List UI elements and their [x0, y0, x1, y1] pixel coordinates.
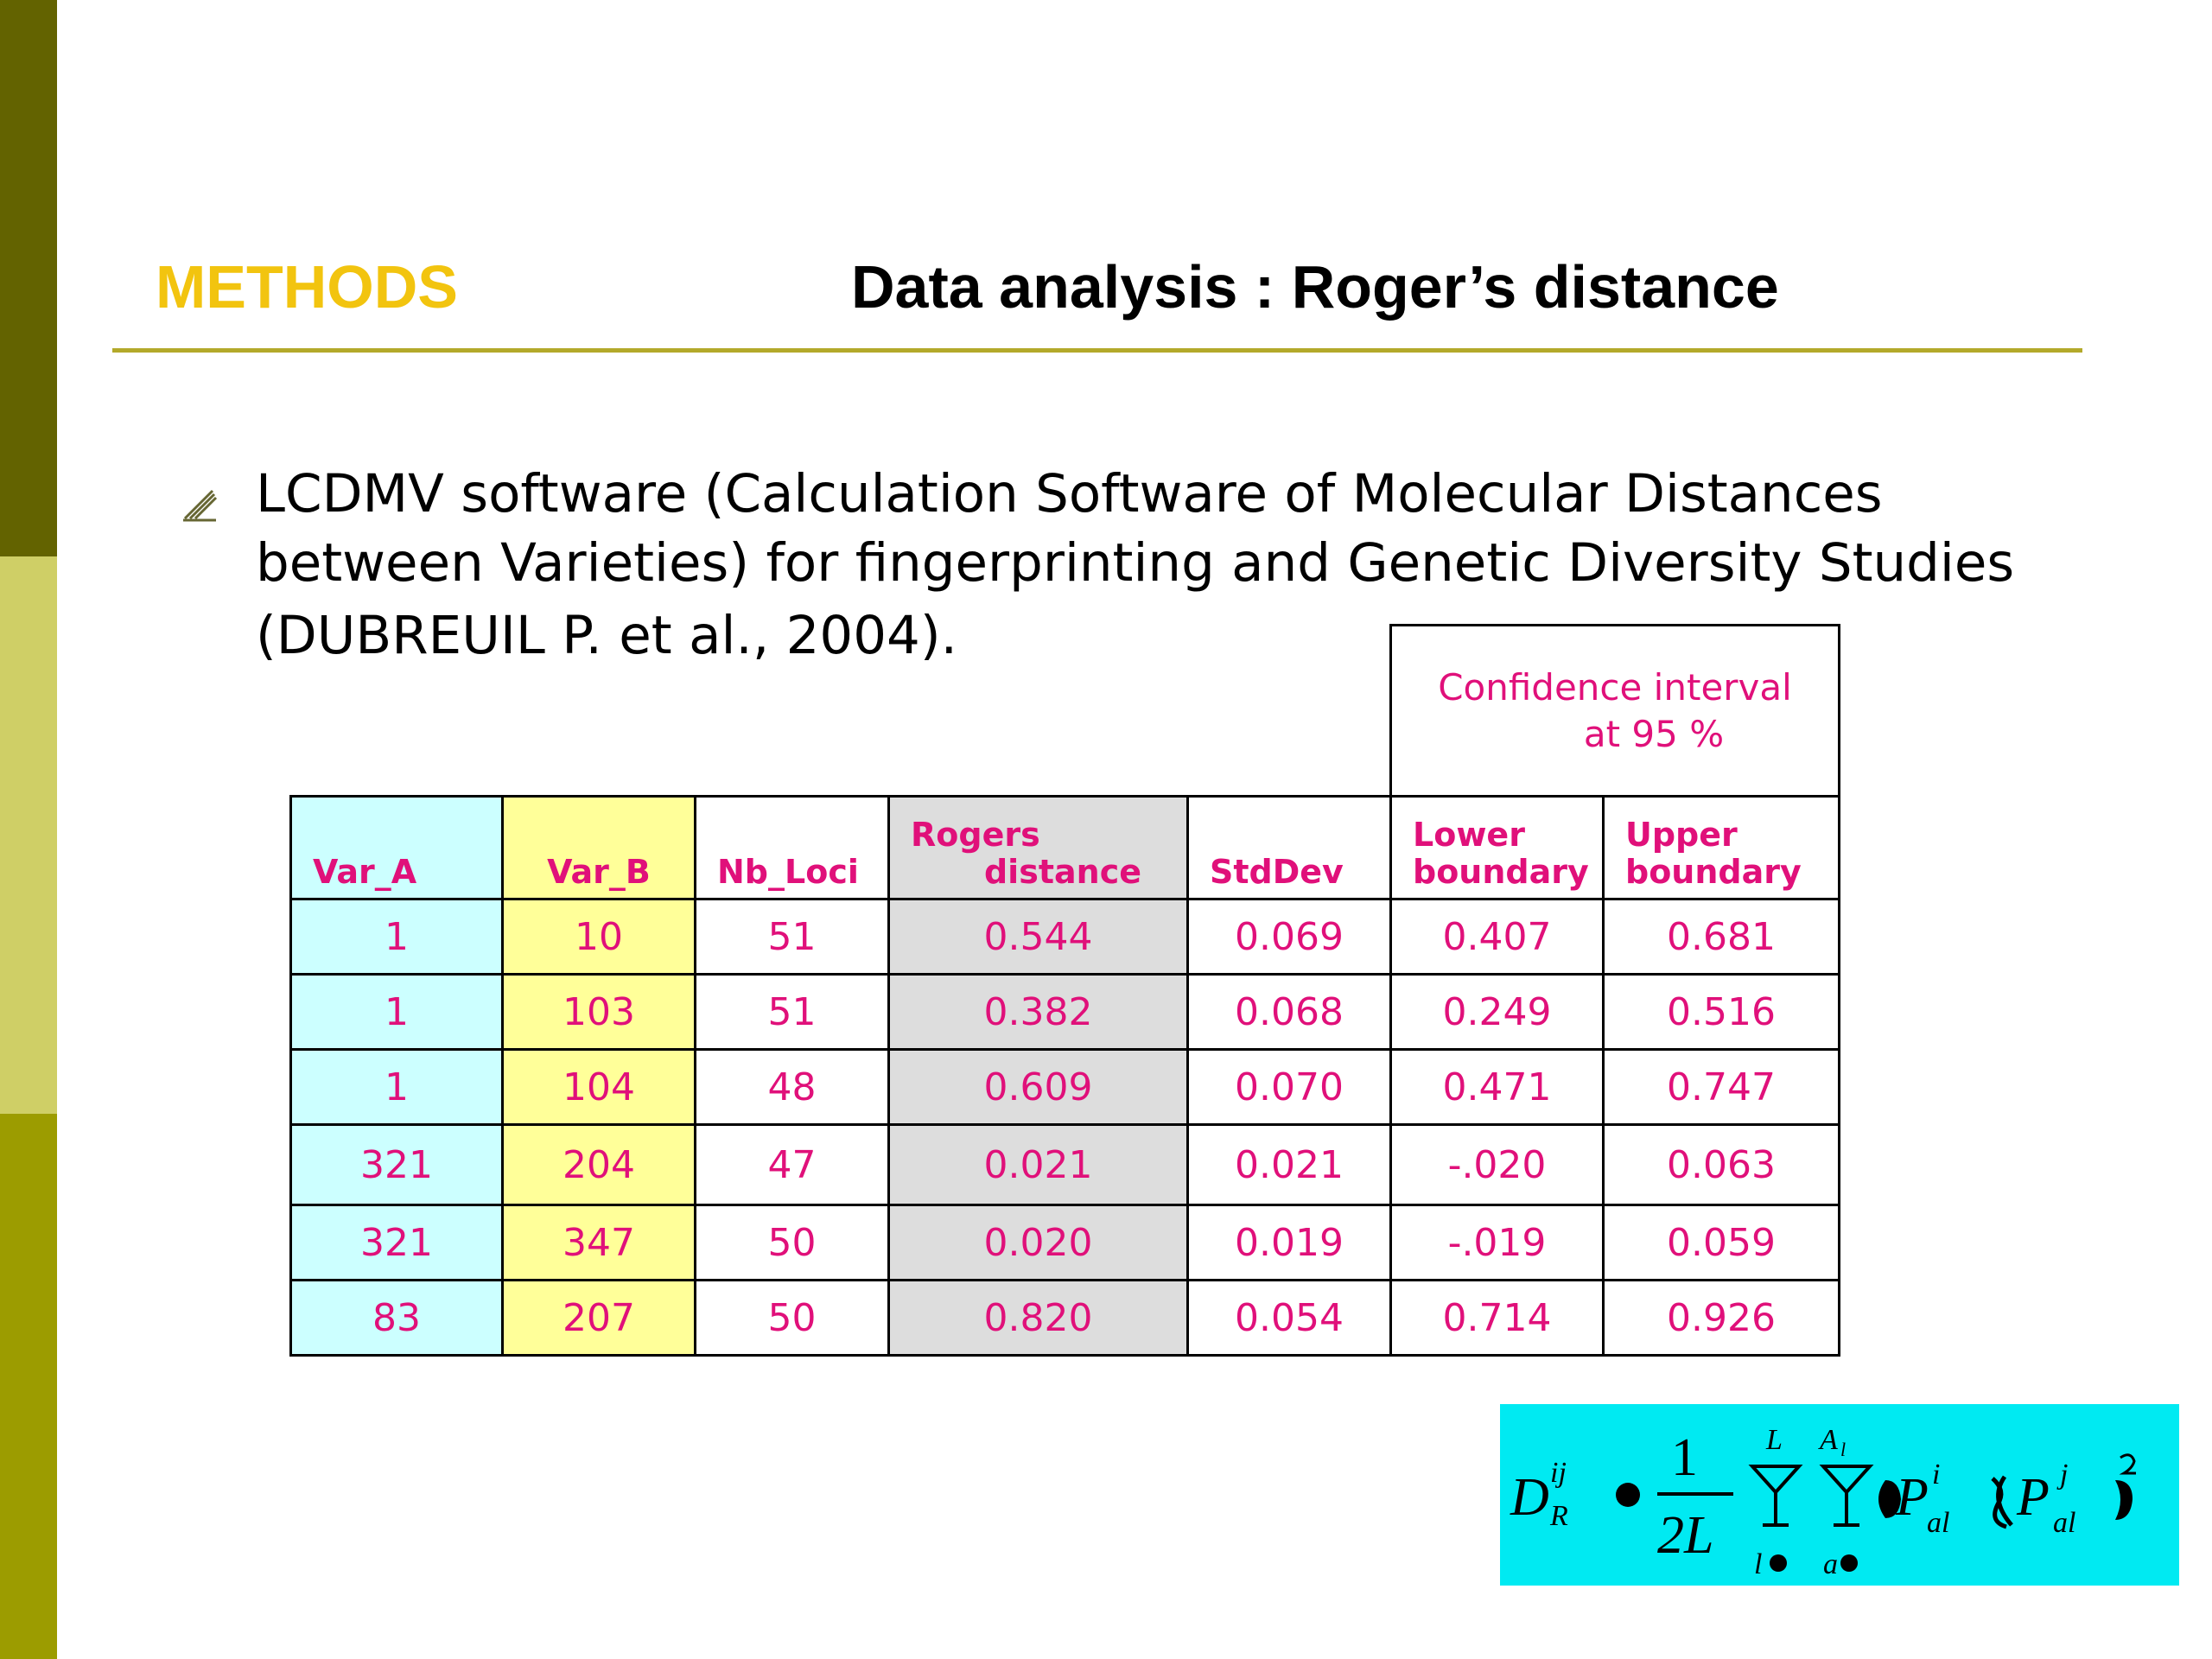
formula-sup-i: i	[1932, 1459, 1941, 1491]
side-band-middle	[0, 556, 57, 1114]
side-band-top	[0, 0, 57, 556]
formula-sup-ij: ij	[1550, 1457, 1567, 1489]
sum-lower-blob-icon	[1840, 1554, 1858, 1572]
title-divider	[112, 348, 2082, 353]
sum-lower-blob-icon	[1770, 1554, 1787, 1572]
cell-rogers-distance: 0.020	[889, 1205, 1188, 1281]
fraction-bar	[1657, 1492, 1733, 1496]
cell-var-a: 1	[291, 975, 503, 1050]
right-paren-blob-icon	[2115, 1480, 2133, 1520]
formula-graphic	[1500, 1404, 2179, 1586]
cell-rogers-distance: 0.021	[889, 1125, 1188, 1205]
slide-title: Data analysis : Roger’s distance	[851, 253, 1779, 321]
col-header-var-a: Var_A	[291, 797, 503, 899]
upper-header-line-2: boundary	[1625, 853, 1802, 891]
table-row	[291, 1125, 1840, 1205]
cell-var-b: 347	[503, 1205, 696, 1281]
section-label: METHODS	[156, 253, 458, 321]
rogers-header-line-1: Rogers	[911, 816, 1040, 854]
bullet-line-3: (DUBREUIL P. et al., 2004).	[256, 605, 958, 666]
cell-stddev: 0.019	[1188, 1205, 1391, 1281]
cell-stddev: 0.069	[1188, 899, 1391, 975]
sum-upper-a-sub: l	[1840, 1439, 1847, 1460]
cell-nb-loci: 51	[696, 899, 889, 975]
rogers-distance-formula	[1500, 1404, 2179, 1586]
cell-upper-boundary: 0.059	[1604, 1205, 1840, 1281]
formula-denominator: 2L	[1657, 1506, 1714, 1565]
col-header-stddev: StdDev	[1188, 797, 1391, 899]
lower-header-line-1: Lower	[1413, 816, 1525, 854]
sum-l-icon	[1752, 1466, 1799, 1525]
cell-lower-boundary: 0.714	[1391, 1281, 1604, 1356]
cell-upper-boundary: 0.681	[1604, 899, 1840, 975]
table-row	[291, 1281, 1840, 1356]
cell-var-a: 83	[291, 1281, 503, 1356]
ci-line-2: at 95 %	[1583, 712, 1725, 755]
cell-lower-boundary: -.020	[1391, 1125, 1604, 1205]
bullet-line-2: between Varieties) for fingerprinting and Genetic Diversity Studies	[256, 532, 2015, 594]
formula-sub-r: R	[1550, 1500, 1568, 1532]
cell-nb-loci: 50	[696, 1205, 889, 1281]
cell-upper-boundary: 0.063	[1604, 1125, 1840, 1205]
table-row	[291, 1050, 1840, 1125]
cell-upper-boundary: 0.516	[1604, 975, 1840, 1050]
lower-header-line-2: boundary	[1413, 853, 1589, 891]
side-band-bottom	[0, 1114, 57, 1659]
bullet-line-1: LCDMV software (Calculation Software of Molecular Distances	[256, 463, 1883, 524]
cell-nb-loci: 47	[696, 1125, 889, 1205]
equals-blob-icon	[1616, 1483, 1640, 1507]
sum-lower-a: a	[1823, 1548, 1838, 1580]
sum-upper-l: L	[1766, 1424, 1783, 1456]
formula-p-j: P	[2017, 1468, 2050, 1527]
cell-var-b: 104	[503, 1050, 696, 1125]
col-header-nb-loci: Nb_Loci	[696, 797, 889, 899]
cell-lower-boundary: 0.471	[1391, 1050, 1604, 1125]
table-row	[291, 975, 1840, 1050]
cell-stddev: 0.070	[1188, 1050, 1391, 1125]
cell-rogers-distance: 0.609	[889, 1050, 1188, 1125]
cell-var-a: 321	[291, 1125, 503, 1205]
formula-d: D	[1510, 1468, 1549, 1527]
rogers-distance-table	[289, 624, 1840, 1357]
ci-line-1: Confidence interval	[1438, 665, 1792, 709]
sum-a-icon	[1823, 1466, 1870, 1525]
exponent-two-icon	[2120, 1455, 2136, 1473]
cell-upper-boundary: 0.747	[1604, 1050, 1840, 1125]
col-header-var-b: Var_B	[503, 797, 696, 899]
cell-lower-boundary: 0.407	[1391, 899, 1604, 975]
formula-sub-al-i: al	[1927, 1507, 1950, 1539]
cell-var-b: 207	[503, 1281, 696, 1356]
col-header-upper-boundary	[1604, 797, 1840, 899]
formula-numerator: 1	[1671, 1428, 1698, 1487]
cell-var-b: 103	[503, 975, 696, 1050]
cell-rogers-distance: 0.544	[889, 899, 1188, 975]
sum-upper-a: A	[1820, 1424, 1838, 1456]
cell-var-a: 1	[291, 899, 503, 975]
cell-var-b: 10	[503, 899, 696, 975]
cell-lower-boundary: 0.249	[1391, 975, 1604, 1050]
minus-glyph-icon	[1993, 1477, 2012, 1527]
cell-nb-loci: 48	[696, 1050, 889, 1125]
formula-sup-j: j	[2060, 1459, 2069, 1491]
col-header-lower-boundary	[1391, 797, 1604, 899]
cell-stddev: 0.021	[1188, 1125, 1391, 1205]
pen-nib-bullet-icon	[181, 484, 219, 522]
cell-stddev: 0.054	[1188, 1281, 1391, 1356]
formula-p-i: P	[1896, 1468, 1929, 1527]
cell-var-b: 204	[503, 1125, 696, 1205]
cell-upper-boundary: 0.926	[1604, 1281, 1840, 1356]
column-header-row	[291, 797, 1840, 899]
rogers-header-line-2: distance	[983, 853, 1141, 891]
table-row	[291, 1205, 1840, 1281]
formula-sub-al-j: al	[2053, 1507, 2076, 1539]
sum-lower-l: l	[1754, 1548, 1763, 1580]
confidence-interval-header	[1391, 626, 1840, 797]
confidence-interval-header-row	[291, 626, 1840, 797]
cell-lower-boundary: -.019	[1391, 1205, 1604, 1281]
cell-var-a: 1	[291, 1050, 503, 1125]
cell-rogers-distance: 0.382	[889, 975, 1188, 1050]
upper-header-line-1: Upper	[1625, 816, 1738, 854]
cell-stddev: 0.068	[1188, 975, 1391, 1050]
cell-rogers-distance: 0.820	[889, 1281, 1188, 1356]
cell-nb-loci: 51	[696, 975, 889, 1050]
table-row	[291, 899, 1840, 975]
col-header-rogers-distance	[889, 797, 1188, 899]
cell-nb-loci: 50	[696, 1281, 889, 1356]
cell-var-a: 321	[291, 1205, 503, 1281]
